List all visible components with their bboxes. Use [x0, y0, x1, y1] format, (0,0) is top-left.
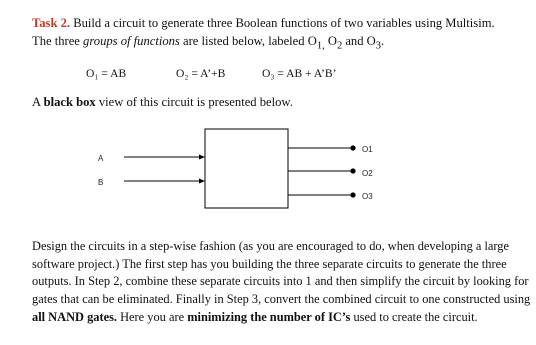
subscript-2: 2: [336, 40, 343, 52]
para-text-2: Here you are: [117, 309, 188, 324]
subscript-3: 3: [375, 40, 382, 52]
task-label: Task 2.: [32, 16, 71, 30]
input-a-arrow: [199, 155, 205, 160]
bb-bold: black box: [43, 95, 96, 109]
output-o3-label: O3: [362, 192, 373, 201]
groups-of-functions-text: groups of functions: [83, 34, 180, 48]
output-o2-label: O2: [362, 169, 373, 178]
input-b-label: B: [98, 178, 104, 187]
output-o2-dot: [350, 168, 355, 173]
bb-suffix: view of this circuit is presented below.: [95, 95, 293, 109]
task-text-b: are listed below, labeled O: [179, 34, 317, 48]
task-text-d: .: [381, 34, 385, 48]
para-bold-1: all NAND gates.: [32, 309, 118, 324]
task-text-a: The three: [32, 34, 84, 48]
task-line-2: The three groups of functions are listed below, labeled $O_{1,}$ $O_2$ and $O_3$.: [32, 34, 385, 52]
function-o1: O₁ = AB: [86, 67, 127, 80]
para-text-3: used to create the circuit.: [350, 309, 478, 324]
black-box: [205, 129, 288, 208]
function-o3: O₃ = AB + A’B’: [262, 67, 337, 80]
subscript-1: 1,: [316, 40, 325, 52]
design-paragraph: [32, 238, 532, 327]
function-o2: O₂ = A’+B: [176, 67, 226, 80]
task-text-c: and O: [342, 34, 376, 48]
task-intro: Build a circuit to generate three Boolean functions of two variables using Multisim.: [73, 16, 495, 30]
output-o3-dot: [350, 192, 355, 197]
output-o1-dot: [350, 145, 355, 150]
para-bold-2: minimizing the number of IC’s: [187, 309, 351, 324]
para-text-1: Design the circuits in a step-wise fashion (as you are encouraged to do, when developing a large software project.) The first step has you building the three separate circuits to generate the three outputs. In Step 2, combine these separate circuits into 1 and then simplify the circuit by looking for gates that can be eliminated. Finally in Step 3, convert the combined circuit to one constructed using: [32, 239, 531, 307]
input-a-label: A: [98, 154, 104, 163]
output-o1-label: O1: [362, 145, 373, 154]
bb-prefix: A: [32, 95, 44, 109]
input-b-arrow: [199, 179, 205, 184]
